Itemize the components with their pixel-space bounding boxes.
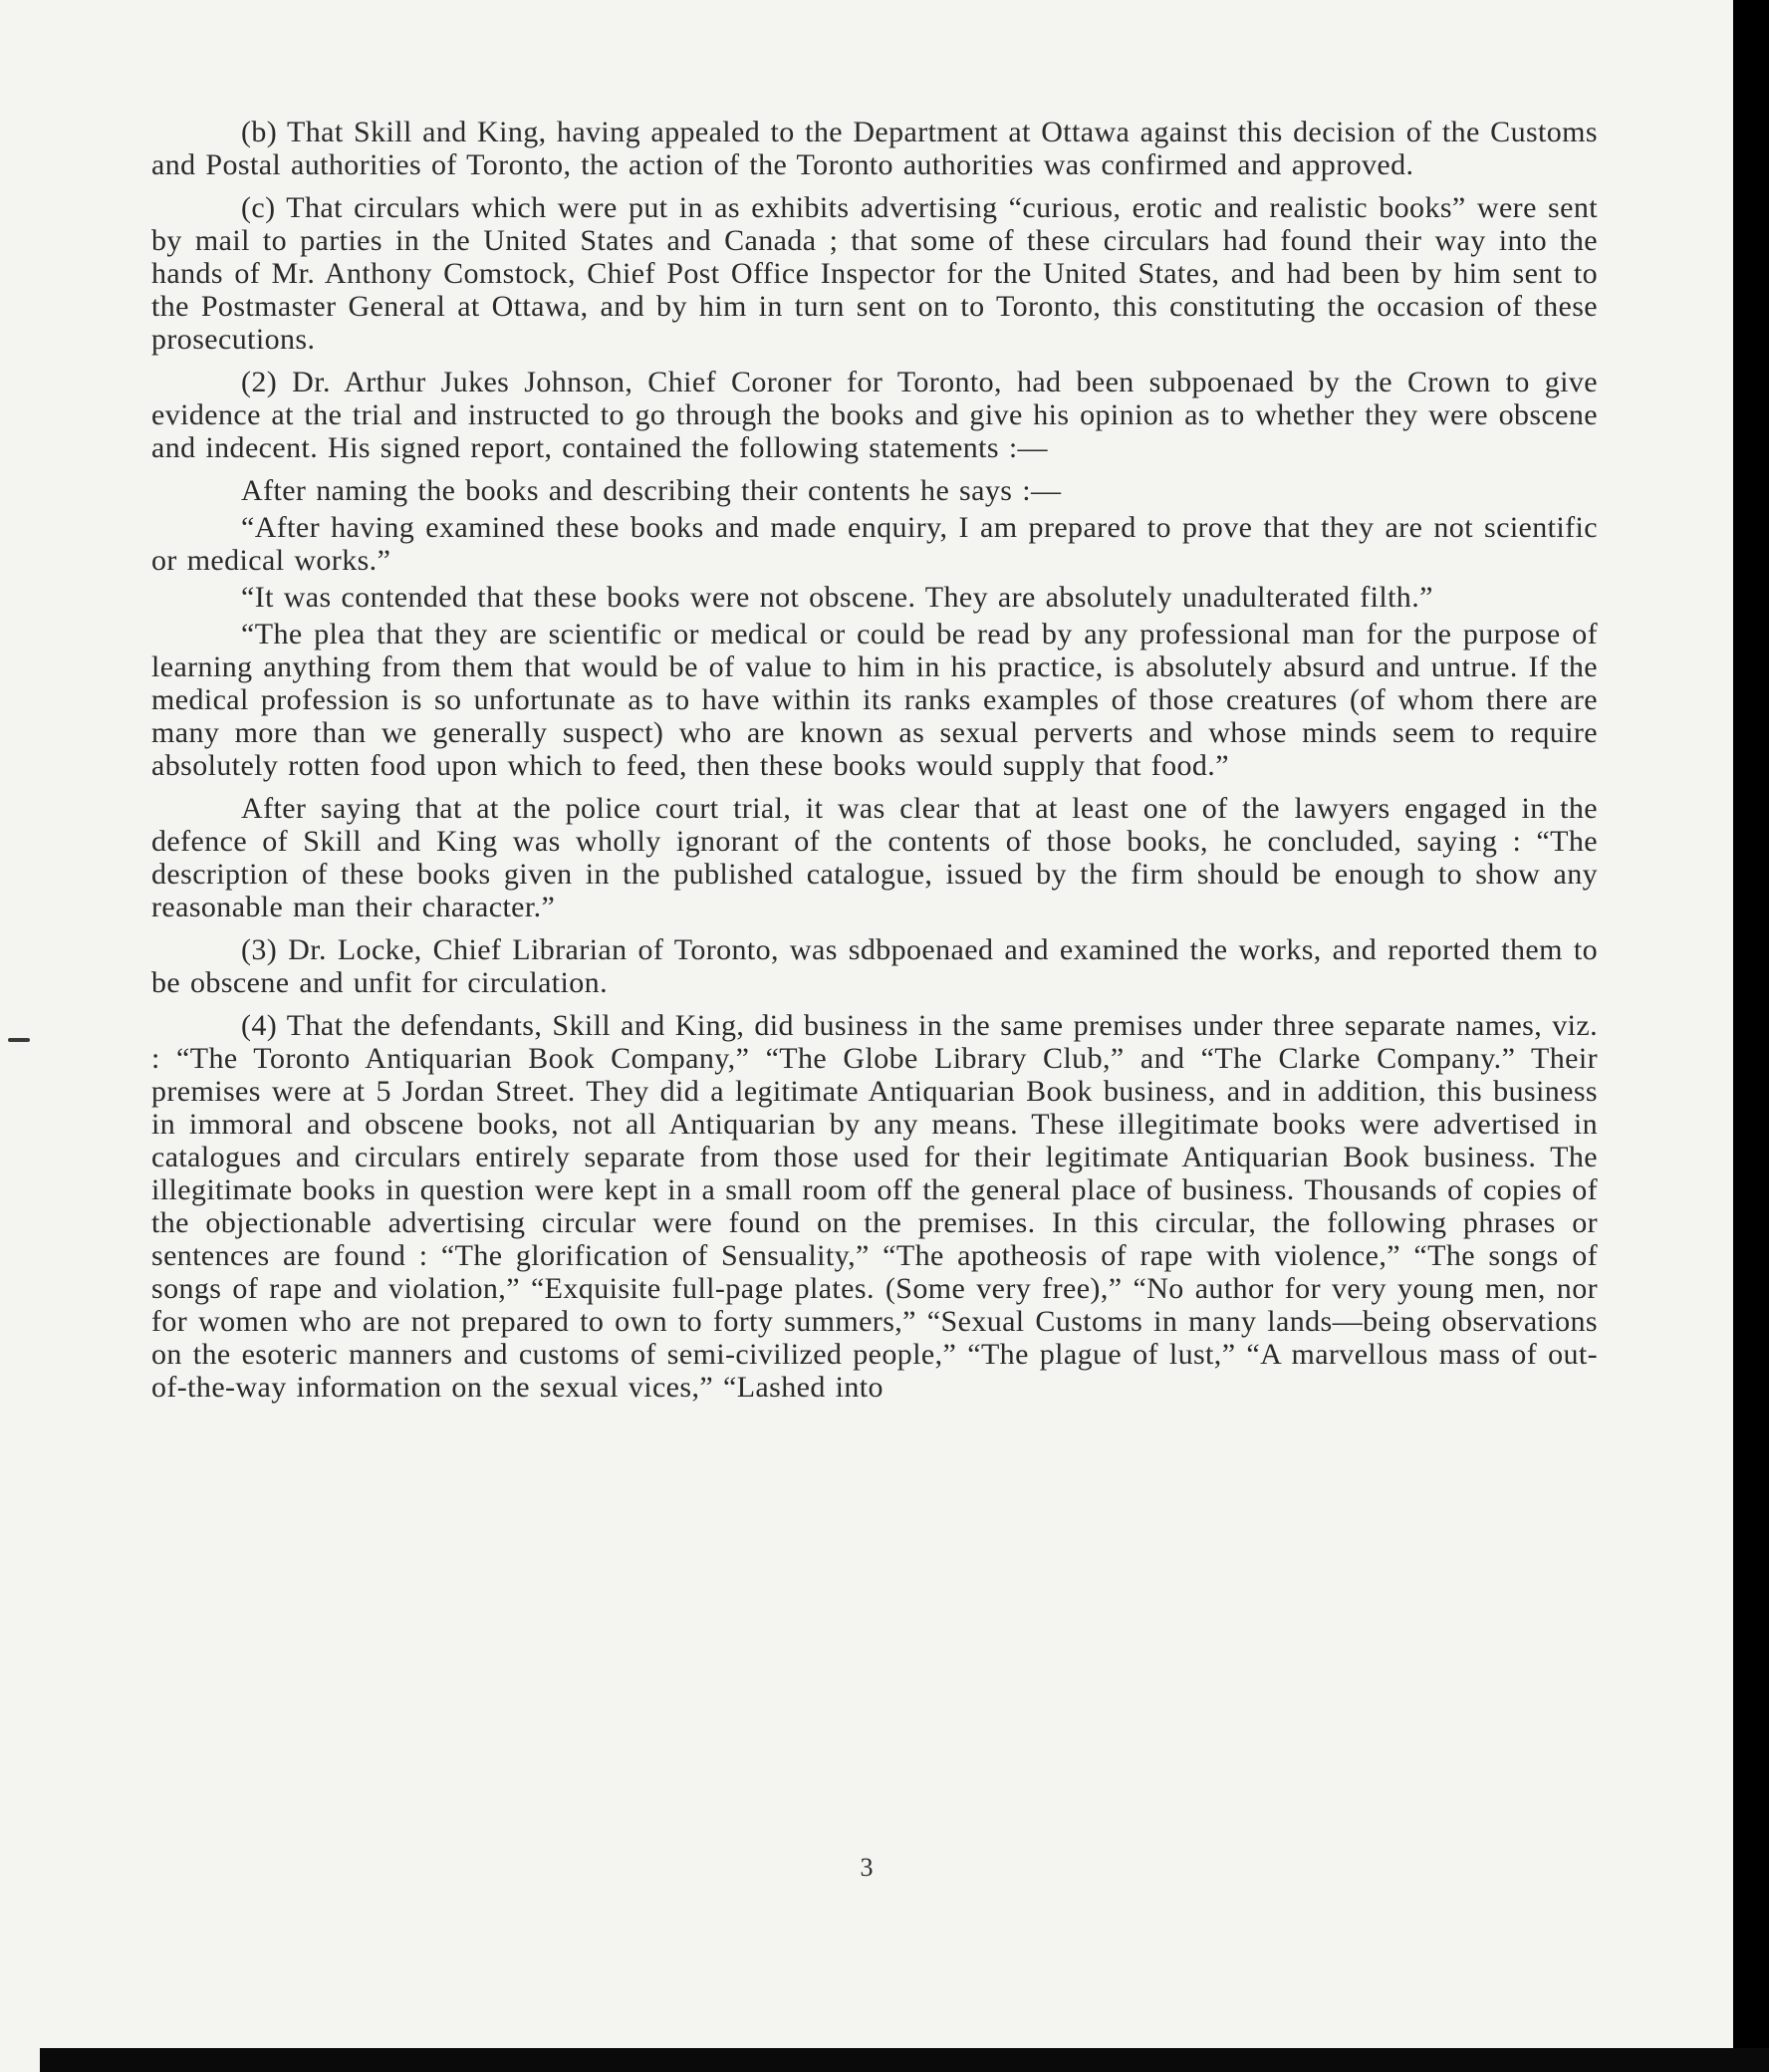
page-number: 3 <box>860 1853 874 1882</box>
quote-contended: “It was contended that these books were not obscene. They are absolutely unadulterated filth.” <box>241 581 1433 614</box>
paragraph-police-court: After saying that at the police court trial, it was clear that at least one of the lawyers engaged in the defence of Skill and King was wholly ignorant of the contents of those books, he concluded, saying : “The description of these books given in the published catalogue, issued by the firm should be enough to show any reasonable man their character.” <box>151 792 1598 923</box>
paragraph-4: (4) That the defendants, Skill and King, did business in the same premises under three separate names, viz. : “The Toronto Antiquarian Book Company,” “The Globe Library Club,” and “The Clarke Company.” Their premises were at 5 Jordan Street. They did a legitimate Antiquarian Book business, and in addition, this business in immoral and obscene books, not all Antiquarian by any means. These illegitimate books were advertised in catalogues and circulars entirely separate from those used for their legitimate Antiquarian Book business. The illegitimate books in question were kept in a small room off the general place of business. Thousands of copies of the objectionable advertising circular were found on the premises. In this circular, the following phrases or sentences are found : “The glorification of Sensuality,” “The apotheosis of rape with violence,” “The songs of songs of rape and violation,” “Exquisite full-page plates. (Some very free),” “No author for very young men, nor for women who are not prepared to own to forty summers,” “Sexual Customs in many lands—being observations on the esoteric manners and customs of semi-civilized people,” “The plague of lust,” “A marvellous mass of out-of-the-way information on the sexual vices,” “Lashed into <box>151 1009 1598 1404</box>
margin-mark <box>8 1038 30 1042</box>
page-edge <box>0 2012 40 2072</box>
paragraph-intro-quote: After naming the books and describing their contents he says :— <box>241 474 1062 507</box>
body-text <box>151 116 1598 1414</box>
quote-plea: “The plea that they are scientific or medical or could be read by any professional man for the purpose of learning anything from them that would be of value to him in his practice, is absolutely absurd and untrue. If the medical profession is so unfortunate as to have within its ranks examples of those creatures (of whom there are many more than we generally suspect) who are known as sexual perverts and whose minds seem to require absolutely rotten food upon which to feed, then these books would supply that food.” <box>151 618 1598 782</box>
paragraph-2: (2) Dr. Arthur Jukes Johnson, Chief Coroner for Toronto, had been subpoenaed by the Crown to give evidence at the trial and instructed to go through the books and give his opinion as to whether they were obscene and indecent. His signed report, contained the following statements :— <box>151 366 1598 464</box>
paragraph-b: (b) That Skill and King, having appealed to the Department at Ottawa against this decision of the Customs and Postal authorities of Toronto, the action of the Toronto authorities was confirmed and approved. <box>151 116 1598 181</box>
scan-border <box>40 2048 1769 2072</box>
quote-examined: “After having examined these books and made enquiry, I am prepared to prove that they are not scientific or medical works.” <box>151 511 1598 577</box>
paragraph-3: (3) Dr. Locke, Chief Librarian of Toronto, was sdbpoenaed and examined the works, and reported them to be obscene and unfit for circulation. <box>151 933 1598 999</box>
paragraph-c: (c) That circulars which were put in as exhibits advertising “curious, erotic and realistic books” were sent by mail to parties in the United States and Canada ; that some of these circulars had found their way into the hands of Mr. Anthony Comstock, Chief Post Office Inspector for the United States, and had been by him sent to the Postmaster General at Ottawa, and by him in turn sent on to Toronto, this constituting the occasion of these prosecutions. <box>151 191 1598 356</box>
